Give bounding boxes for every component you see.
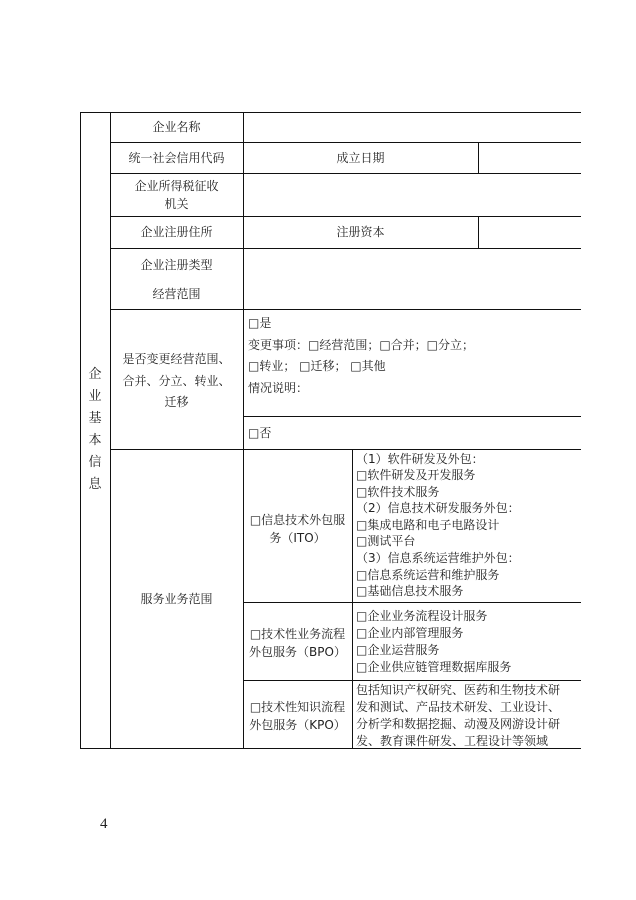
kpo-description-line: 分析学和数据挖掘、动漫及网游设计研 (356, 717, 561, 731)
row-divider (110, 449, 581, 450)
company-name-label: 企业名称 (152, 120, 201, 134)
founded-date-label: 成立日期 (336, 151, 385, 165)
ito-item[interactable]: □测试平台 (356, 534, 416, 548)
bpo-item[interactable]: □企业内部管理服务 (356, 626, 464, 640)
reg-capital-label: 注册资本 (336, 225, 385, 239)
section-label-char: 信 (88, 455, 102, 470)
change-yes-checkbox[interactable]: □是 (248, 316, 272, 330)
kpo-description-line: 包括知识产权研究、医药和生物技术研 (356, 683, 561, 697)
tax-authority-label: 企业所得税征收 (134, 179, 219, 193)
change-items-line: 变更事项：□经营范围；□合并；□分立； (248, 338, 475, 352)
change-label: 是否变更经营范围、 (122, 352, 231, 366)
bpo-item[interactable]: □企业运营服务 (356, 643, 440, 657)
service-scope-label: 服务业务范围 (140, 592, 213, 606)
row-divider (110, 142, 581, 143)
ito-item[interactable]: □软件技术服务 (356, 485, 440, 499)
row-divider (243, 680, 581, 681)
section-label-char: 本 (88, 433, 102, 448)
column-divider (478, 142, 479, 173)
row-divider (243, 602, 581, 603)
row-divider (110, 173, 581, 174)
section-label (87, 364, 103, 496)
change-items-line: □转业； □迁移； □其他 (248, 359, 386, 373)
row-divider (110, 216, 581, 217)
section-label-char: 企 (88, 367, 102, 382)
kpo-description-line: 发、教育课件研发、工程设计等领域 (356, 734, 549, 748)
section-label-char: 基 (88, 411, 102, 426)
tax-authority-label: 机关 (164, 197, 189, 211)
row-divider (110, 248, 581, 249)
business-scope-label: 经营范围 (152, 287, 201, 301)
table-left-border (80, 112, 81, 749)
ito-item: （3）信息系统运营维护外包： (356, 551, 520, 565)
row-divider (110, 309, 581, 310)
table-top-border (80, 112, 581, 113)
bpo-item[interactable]: □企业业务流程设计服务 (356, 609, 488, 623)
ito-item: （1）软件研发及外包： (356, 452, 484, 466)
kpo-checkbox-label: 外包服务（KPO） (249, 718, 346, 732)
ito-item[interactable]: □集成电路和电子电路设计 (356, 518, 500, 532)
ito-item: （2）信息技术研发服务外包： (356, 501, 520, 515)
ito-item[interactable]: □软件研发及开发服务 (356, 468, 476, 482)
change-no-checkbox[interactable]: □否 (248, 426, 272, 440)
change-label: 迁移 (164, 395, 189, 409)
ito-checkbox-label[interactable]: □信息技术外包服 (249, 513, 346, 527)
section-label-char: 息 (88, 477, 102, 492)
ito-item[interactable]: □信息系统运营和维护服务 (356, 568, 500, 582)
row-divider (243, 416, 581, 417)
bpo-checkbox-label: 外包服务（BPO） (249, 645, 346, 659)
ito-item[interactable]: □基础信息技术服务 (356, 584, 464, 598)
kpo-checkbox-label[interactable]: □技术性知识流程 (249, 700, 346, 714)
section-label-char: 业 (88, 389, 102, 404)
credit-code-label: 统一社会信用代码 (128, 151, 225, 165)
kpo-description-line: 发和测试、产品技术研发、工业设计、 (356, 700, 561, 714)
page-number: 4 (100, 816, 108, 832)
reg-type-label: 企业注册类型 (140, 258, 213, 272)
column-divider (478, 216, 479, 248)
reg-address-label: 企业注册住所 (140, 225, 213, 239)
column-divider (352, 449, 353, 749)
change-note-label: 情况说明： (248, 381, 309, 395)
change-label: 合并、分立、转业、 (122, 374, 231, 388)
ito-checkbox-label: 务（ITO） (269, 531, 326, 545)
bpo-item[interactable]: □企业供应链管理数据库服务 (356, 660, 512, 674)
bpo-checkbox-label[interactable]: □技术性业务流程 (249, 627, 346, 641)
